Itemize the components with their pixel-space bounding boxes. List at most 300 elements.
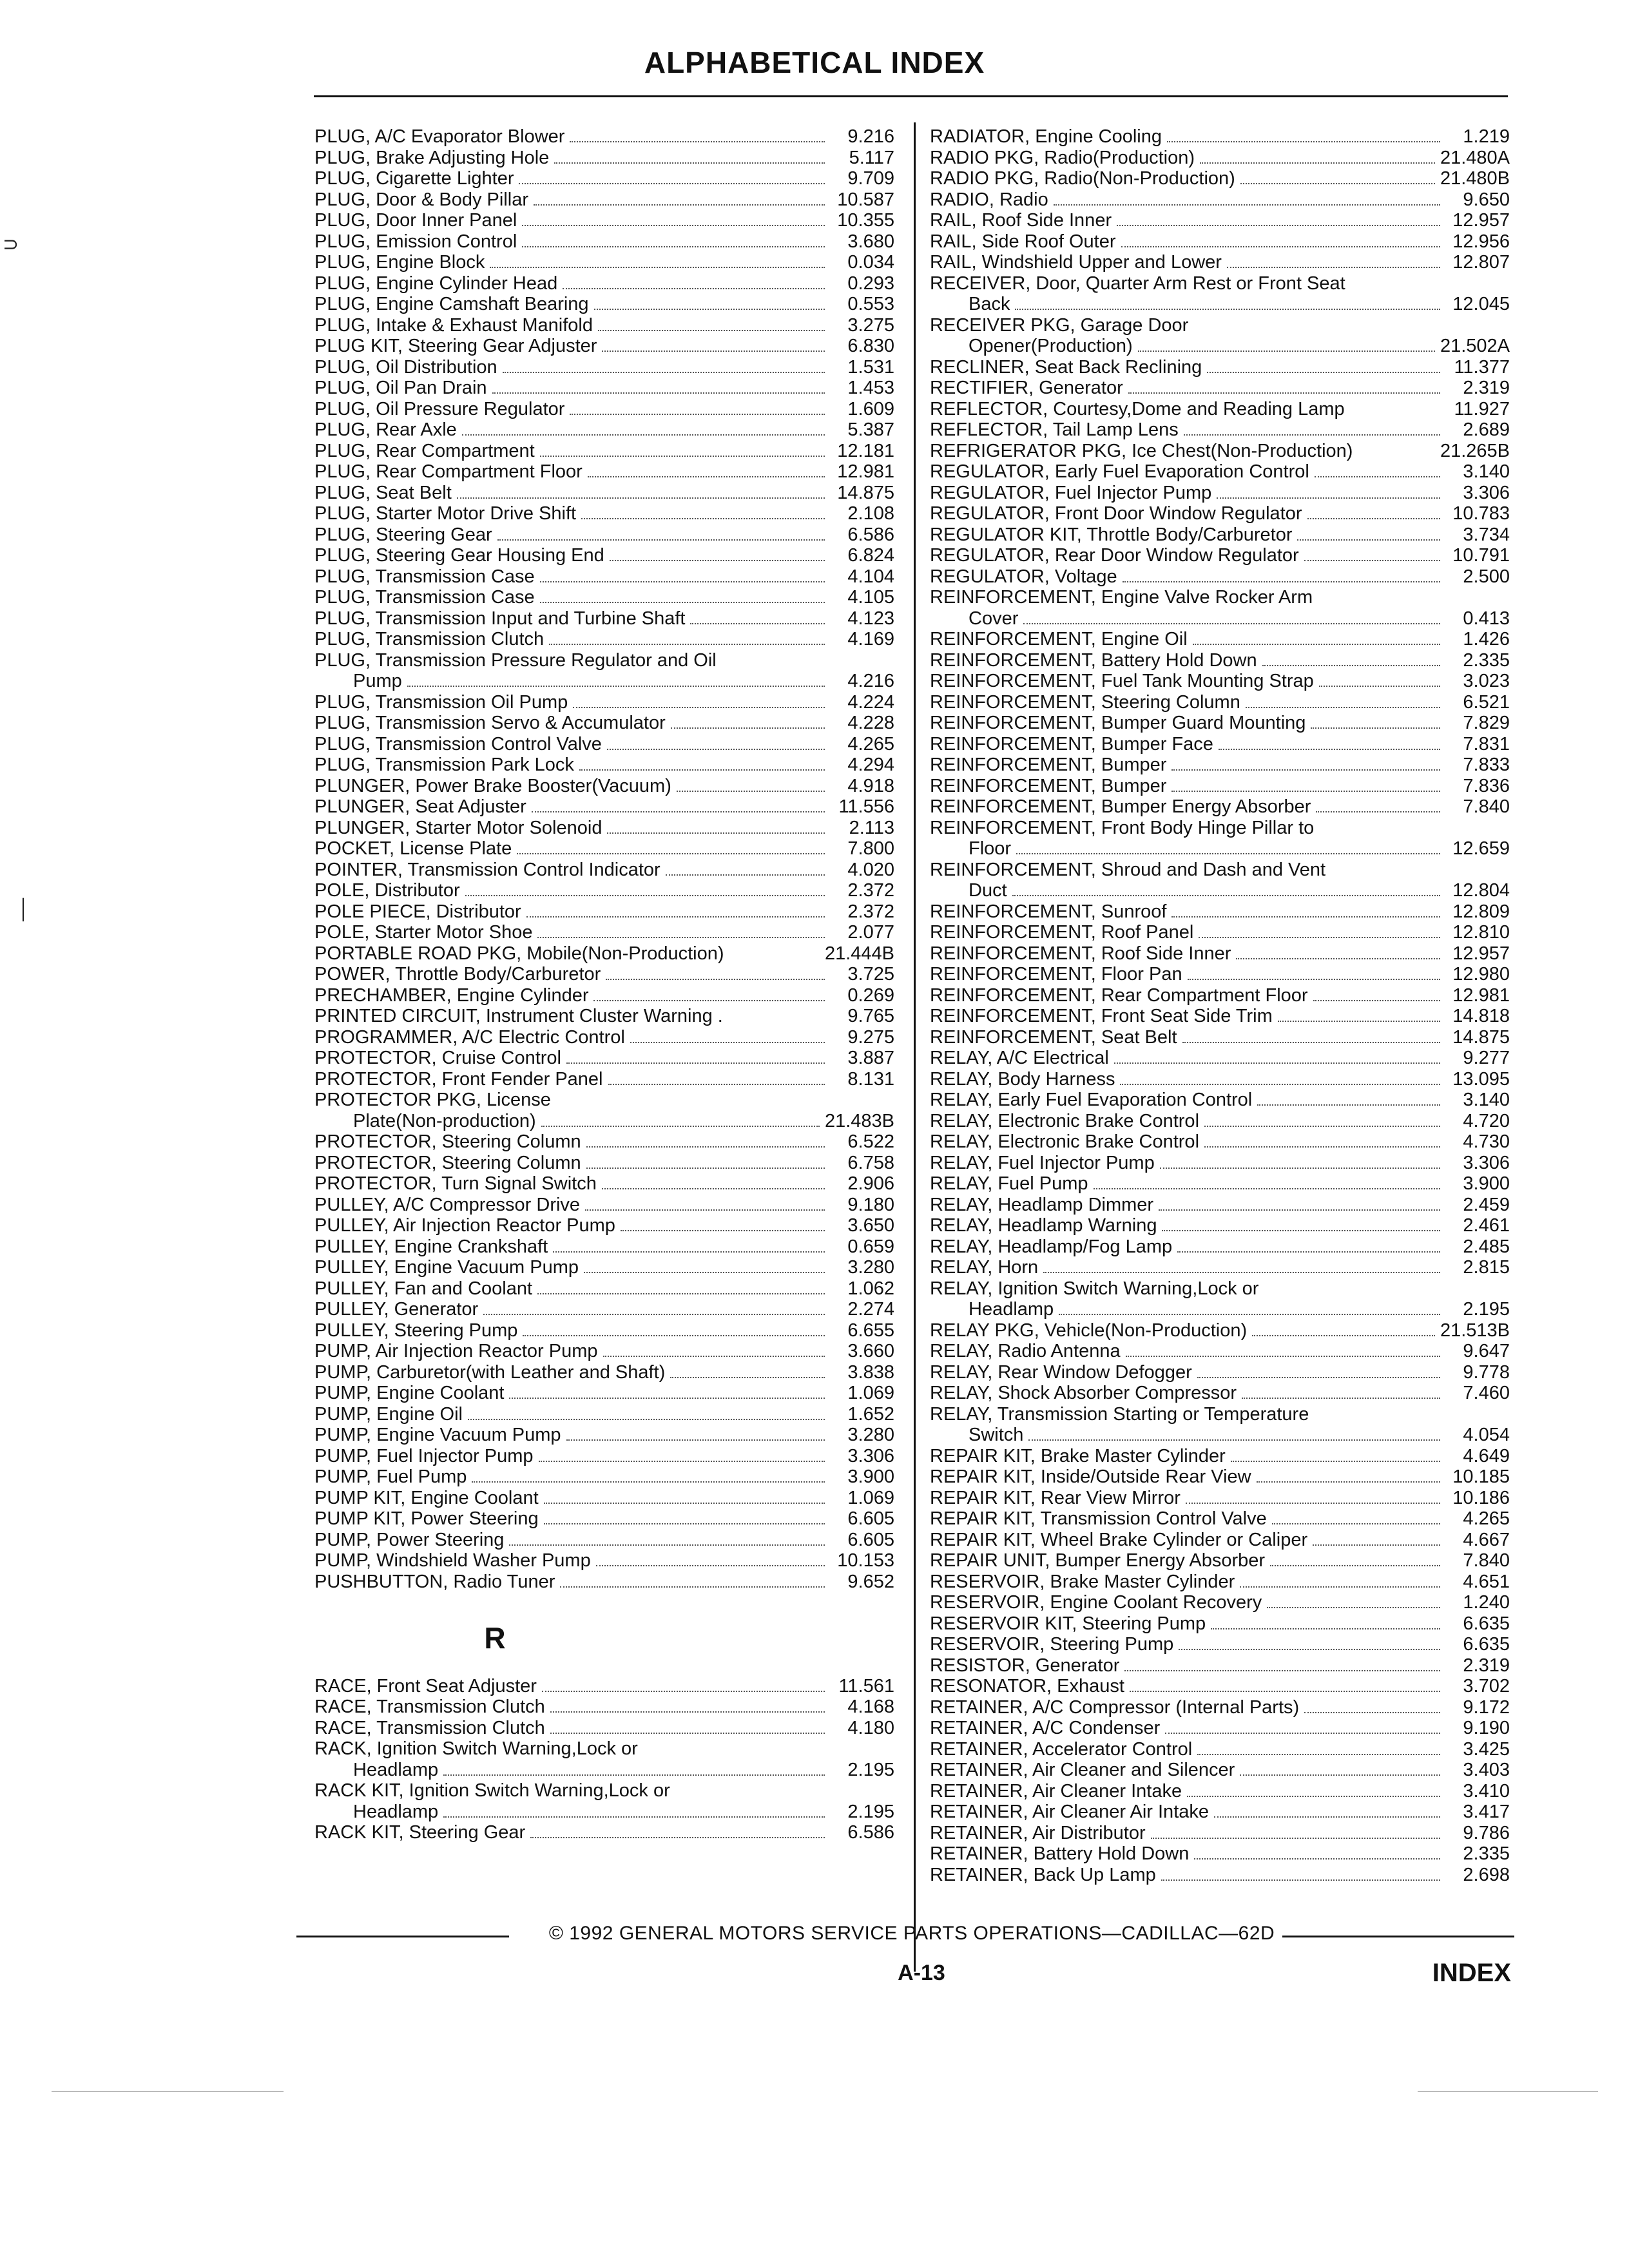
index-entry [930, 1383, 1510, 1404]
index-entry [930, 650, 1510, 671]
entry-part-name: PULLEY, Generator [314, 1299, 479, 1320]
index-entry [314, 1404, 894, 1425]
index-entry [930, 880, 1510, 901]
entry-page-ref: 9.709 [847, 168, 894, 189]
index-entry [314, 1341, 894, 1362]
index-entry [314, 796, 894, 818]
entry-page-ref: 2.195 [847, 1759, 894, 1780]
entry-part-name: Headlamp [969, 1299, 1054, 1320]
entry-page-ref: 1.240 [1463, 1592, 1510, 1613]
entry-page-ref: 10.355 [837, 210, 894, 231]
entry-page-ref: 6.635 [1463, 1634, 1510, 1655]
entry-part-name: REINFORCEMENT, Floor Pan [930, 964, 1182, 985]
index-entry [314, 1236, 894, 1258]
dot-leader [594, 309, 825, 310]
index-entry [314, 1111, 894, 1132]
entry-part-name: PLUG, Engine Camshaft Bearing [314, 294, 589, 314]
entry-page-ref: 21.483B [824, 1110, 894, 1131]
entry-part-name: RETAINER, A/C Condenser [930, 1718, 1161, 1738]
entry-page-ref: 21.513B [1440, 1320, 1510, 1341]
index-entry [930, 901, 1510, 923]
entry-page-ref: 6.758 [847, 1152, 894, 1173]
section-label: INDEX [1432, 1959, 1511, 1987]
dot-leader [1242, 1398, 1440, 1399]
index-entry [930, 943, 1510, 965]
entry-page-ref: 4.730 [1463, 1131, 1510, 1152]
entry-page-ref: 3.887 [847, 1048, 894, 1068]
entry-page-ref: 2.815 [1463, 1257, 1510, 1278]
entry-part-name: PLUG, Rear Compartment [314, 440, 535, 461]
entry-part-name: PLUG, Engine Cylinder Head [314, 273, 558, 294]
dot-leader [570, 414, 825, 415]
dot-leader [519, 183, 825, 184]
entry-page-ref: 2.500 [1463, 566, 1510, 587]
entry-part-name: RADIO PKG, Radio(Non-Production) [930, 168, 1235, 189]
entry-part-name: Headlamp [353, 1759, 439, 1780]
entry-part-name: PLUG, Transmission Control Valve [314, 733, 602, 754]
entry-page-ref: 0.659 [847, 1236, 894, 1257]
entry-part-name: PROTECTOR PKG, License [314, 1090, 551, 1110]
dot-leader [1179, 1649, 1440, 1650]
dot-leader [1162, 1230, 1440, 1231]
index-entry [314, 1362, 894, 1383]
index-entry [930, 1550, 1510, 1571]
entry-part-name: REINFORCEMENT, Fuel Tank Mounting Strap [930, 671, 1314, 691]
entry-page-ref: 1.652 [847, 1403, 894, 1425]
index-entry [314, 1027, 894, 1048]
entry-page-ref: 0.293 [847, 273, 894, 294]
entry-page-ref: 2.077 [847, 922, 894, 943]
dot-leader [1161, 1879, 1440, 1881]
entry-page-ref: 6.830 [847, 336, 894, 356]
entry-part-name: PROGRAMMER, A/C Electric Control [314, 1026, 625, 1048]
dot-leader [1214, 1816, 1440, 1818]
right-column [930, 126, 1510, 1885]
index-entry [930, 629, 1510, 650]
entry-page-ref: 5.117 [849, 147, 894, 168]
entry-page-ref: 3.280 [847, 1425, 894, 1445]
index-entry [930, 1613, 1510, 1635]
index-entry [314, 776, 894, 797]
entry-page-ref: 6.655 [847, 1320, 894, 1341]
entry-part-name: REGULATOR, Fuel Injector Pump [930, 482, 1212, 503]
dot-leader [465, 895, 825, 896]
entry-page-ref: 6.824 [847, 545, 894, 566]
entry-page-ref: 1.069 [847, 1383, 894, 1403]
entry-part-name: PLUG, Door Inner Panel [314, 210, 517, 231]
index-entry [930, 1090, 1510, 1111]
index-entry [314, 1069, 894, 1090]
index-entry [314, 754, 894, 776]
entry-part-name: PUMP, Engine Vacuum Pump [314, 1425, 561, 1445]
dot-leader [630, 1042, 825, 1043]
dot-leader [522, 246, 825, 247]
dot-leader [585, 1209, 825, 1211]
index-entry [930, 1027, 1510, 1048]
entry-page-ref: 21.444B [824, 943, 894, 964]
dot-leader [677, 791, 825, 792]
entry-part-name: RESERVOIR, Steering Pump [930, 1634, 1174, 1655]
entry-page-ref: 7.800 [847, 838, 894, 859]
dot-leader [1240, 183, 1435, 184]
entry-page-ref: 6.521 [1463, 691, 1510, 713]
entry-part-name: Switch [969, 1425, 1024, 1445]
dot-leader [549, 644, 825, 645]
dot-leader [1315, 476, 1440, 477]
entry-part-name: Plate(Non-production) [353, 1110, 536, 1131]
entry-part-name: PUMP, Engine Oil [314, 1403, 463, 1425]
dot-leader [586, 1146, 825, 1148]
entry-page-ref: 2.113 [849, 817, 894, 838]
entry-page-ref: 3.425 [1463, 1738, 1510, 1760]
entry-page-ref: 2.319 [1463, 1655, 1510, 1676]
entry-part-name: RAIL, Side Roof Outer [930, 231, 1116, 252]
dot-leader [1054, 204, 1440, 206]
entry-part-name: Duct [969, 880, 1007, 901]
scan-mark-tick: │ [18, 899, 30, 920]
dot-leader [666, 874, 825, 876]
dot-leader [539, 1461, 825, 1462]
index-entry [314, 566, 894, 588]
entry-part-name: PLUG, Oil Pan Drain [314, 378, 487, 398]
index-entry [930, 1697, 1510, 1718]
dot-leader [1187, 1796, 1440, 1797]
dot-leader [483, 1314, 825, 1315]
dot-leader [1313, 1000, 1440, 1001]
index-entry [314, 1822, 894, 1843]
entry-part-name: RELAY, Headlamp/Fog Lamp [930, 1236, 1173, 1257]
index-entry [930, 754, 1510, 776]
dot-leader [566, 1062, 825, 1064]
dot-leader [1200, 162, 1435, 164]
index-entry [314, 1425, 894, 1446]
page-title: ALPHABETICAL INDEX [644, 46, 985, 79]
index-entry [930, 1341, 1510, 1362]
entry-page-ref: 10.587 [837, 189, 894, 210]
dot-leader [1204, 1146, 1440, 1148]
entry-part-name: REPAIR KIT, Rear View Mirror [930, 1487, 1181, 1508]
entry-part-name: REGULATOR, Voltage [930, 566, 1117, 587]
index-entry [930, 1215, 1510, 1236]
entry-page-ref: 3.306 [1463, 482, 1510, 503]
dot-leader [1316, 811, 1440, 812]
index-entry [930, 1739, 1510, 1760]
entry-page-ref: 4.104 [847, 566, 894, 587]
dot-leader [602, 1188, 825, 1189]
dot-leader [1231, 1461, 1440, 1462]
index-entry [930, 148, 1510, 169]
dot-leader [522, 225, 825, 226]
entry-page-ref: 2.195 [1463, 1299, 1510, 1320]
entry-page-ref: 3.660 [847, 1341, 894, 1361]
entry-page-ref: 2.485 [1463, 1236, 1510, 1257]
index-entry [930, 1718, 1510, 1739]
entry-page-ref: 9.172 [1463, 1696, 1510, 1718]
index-entry [314, 1718, 894, 1739]
entry-part-name: REFLECTOR, Tail Lamp Lens [930, 419, 1179, 440]
entry-page-ref: 9.765 [847, 1006, 894, 1026]
dot-leader [560, 1586, 825, 1588]
index-entry [314, 1383, 894, 1404]
entry-part-name: PLUG, Engine Block [314, 252, 485, 273]
dot-leader [541, 1126, 820, 1127]
dot-leader [1257, 1481, 1440, 1483]
dot-leader [537, 1293, 825, 1294]
section-letter: R [484, 1621, 506, 1655]
index-entry [314, 1153, 894, 1174]
entry-part-name: PROTECTOR, Steering Column [314, 1131, 581, 1152]
dot-leader [1211, 1628, 1440, 1629]
entry-part-name: RETAINER, Accelerator Control [930, 1738, 1193, 1760]
index-entry [930, 1173, 1510, 1195]
footer-rule-right [1282, 1936, 1514, 1937]
dot-leader [1094, 1188, 1440, 1189]
index-entry [314, 231, 894, 253]
index-entry [314, 922, 894, 943]
entry-part-name: POLE, Starter Motor Shoe [314, 922, 533, 943]
dot-leader [517, 853, 825, 854]
dot-leader [606, 979, 825, 980]
entry-page-ref: 21.480B [1440, 168, 1510, 189]
entry-page-ref: 3.725 [847, 964, 894, 985]
dot-leader [1028, 1439, 1440, 1441]
dot-leader [490, 267, 825, 268]
entry-part-name: PLUG, Brake Adjusting Hole [314, 147, 550, 168]
entry-part-name: PROTECTOR, Turn Signal Switch [314, 1173, 597, 1194]
dot-leader [1252, 1335, 1435, 1336]
dot-leader [1120, 1084, 1440, 1085]
index-entry [930, 1236, 1510, 1258]
entry-page-ref: 2.319 [1463, 378, 1510, 398]
dot-leader [509, 1398, 825, 1399]
index-entry [314, 189, 894, 211]
index-entry [930, 1571, 1510, 1593]
entry-part-name: PROTECTOR, Steering Column [314, 1152, 581, 1173]
entry-page-ref: 9.180 [847, 1194, 894, 1215]
dot-leader [607, 749, 825, 750]
index-entry [930, 1404, 1510, 1425]
index-entry [930, 776, 1510, 797]
dot-leader [598, 330, 825, 331]
entry-part-name: REINFORCEMENT, Roof Panel [930, 922, 1194, 943]
entry-part-name: RESERVOIR, Engine Coolant Recovery [930, 1592, 1262, 1613]
entry-page-ref: 3.403 [1463, 1760, 1510, 1780]
entry-part-name: RACE, Front Seat Adjuster [314, 1675, 537, 1696]
entry-part-name: Opener(Production) [969, 336, 1133, 356]
index-entry [930, 273, 1510, 294]
dot-leader [1194, 1858, 1440, 1860]
entry-part-name: RACK KIT, Steering Gear [314, 1822, 526, 1843]
dot-leader [690, 623, 825, 624]
dot-leader [544, 1503, 825, 1504]
entry-part-name: PLUG, Transmission Case [314, 587, 535, 608]
entry-page-ref: 3.650 [847, 1215, 894, 1236]
entry-part-name: PLUG, Door & Body Pillar [314, 189, 529, 210]
entry-part-name: REINFORCEMENT, Shroud and Dash and Vent [930, 859, 1326, 880]
dot-leader [443, 1774, 825, 1776]
entry-page-ref: 12.981 [1452, 985, 1510, 1006]
entry-part-name: RELAY, Fuel Injector Pump [930, 1152, 1155, 1173]
index-entry [314, 608, 894, 629]
index-entry [314, 629, 894, 650]
entry-part-name: RETAINER, A/C Compressor (Internal Parts) [930, 1696, 1300, 1718]
dot-leader [593, 1000, 825, 1001]
entry-page-ref: 2.689 [1463, 419, 1510, 440]
index-entry [314, 148, 894, 169]
dot-leader [1278, 1021, 1440, 1022]
entry-page-ref: 6.605 [847, 1529, 894, 1550]
entry-page-ref: 21.265B [1440, 440, 1510, 461]
dot-leader [553, 1251, 825, 1253]
entry-part-name: REINFORCEMENT, Roof Side Inner [930, 943, 1231, 964]
index-entry [314, 1760, 894, 1781]
entry-page-ref: 9.778 [1463, 1361, 1510, 1383]
entry-page-ref: 6.586 [847, 1822, 894, 1843]
entry-part-name: PLUG KIT, Steering Gear Adjuster [314, 336, 597, 356]
entry-page-ref: 1.531 [847, 356, 894, 378]
dot-leader [1171, 769, 1440, 771]
entry-page-ref: 5.387 [847, 419, 894, 440]
index-entry [314, 378, 894, 399]
entry-part-name: RELAY, Fuel Pump [930, 1173, 1088, 1194]
dot-leader [1182, 1042, 1440, 1043]
index-entry [314, 1780, 894, 1802]
dot-leader [1197, 1377, 1440, 1378]
entry-page-ref: 4.180 [847, 1717, 894, 1738]
index-entry [930, 1320, 1510, 1341]
entry-part-name: PLUNGER, Power Brake Booster(Vacuum) [314, 775, 671, 796]
entry-part-name: Cover [969, 608, 1019, 629]
index-entry [314, 713, 894, 734]
dot-leader [1117, 225, 1440, 226]
entry-part-name: REPAIR KIT, Inside/Outside Rear View [930, 1466, 1251, 1487]
dot-leader [1199, 937, 1440, 938]
index-entry [930, 1299, 1510, 1320]
entry-page-ref: 10.783 [1452, 503, 1510, 524]
index-entry [930, 503, 1510, 524]
entry-part-name: RETAINER, Battery Hold Down [930, 1843, 1190, 1864]
dot-leader [1123, 581, 1440, 582]
entry-part-name: RETAINER, Air Cleaner Air Intake [930, 1802, 1210, 1822]
dot-leader [1236, 958, 1440, 959]
entry-page-ref: 12.957 [1452, 943, 1510, 964]
index-list-r-left [314, 1676, 894, 1843]
dot-leader [1262, 665, 1440, 666]
index-entry [314, 1466, 894, 1488]
dot-leader [1217, 497, 1440, 499]
entry-part-name: REFRIGERATOR PKG, Ice Chest(Non-Production) [930, 440, 1353, 461]
index-entry [930, 692, 1510, 713]
entry-part-name: POINTER, Transmission Control Indicator [314, 859, 660, 880]
entry-page-ref: 13.095 [1452, 1068, 1510, 1090]
dot-leader [554, 162, 825, 164]
entry-part-name: REINFORCEMENT, Engine Valve Rocker Arm [930, 587, 1313, 608]
index-entry [930, 1843, 1510, 1865]
entry-page-ref: 9.190 [1463, 1718, 1510, 1738]
entry-part-name: PUMP, Air Injection Reactor Pump [314, 1341, 598, 1361]
entry-part-name: RAIL, Windshield Upper and Lower [930, 252, 1222, 273]
index-entry [930, 1530, 1510, 1551]
dot-leader [1023, 623, 1440, 624]
entry-page-ref: 3.900 [1463, 1173, 1510, 1194]
entry-part-name: RELAY PKG, Vehicle(Non-Production) [930, 1320, 1248, 1341]
entry-page-ref: 12.810 [1452, 922, 1510, 943]
dot-leader [607, 832, 825, 834]
entry-page-ref: 12.181 [837, 440, 894, 461]
entry-page-ref: 3.734 [1463, 524, 1510, 545]
dot-leader [544, 1523, 825, 1524]
entry-part-name: RAIL, Roof Side Inner [930, 210, 1112, 231]
dot-leader [509, 1544, 825, 1546]
index-entry [930, 252, 1510, 273]
entry-part-name: REFLECTOR, Courtesy,Dome and Reading Lamp [930, 398, 1345, 419]
entry-page-ref: 4.169 [847, 629, 894, 649]
entry-part-name: PULLEY, Fan and Coolant [314, 1278, 533, 1299]
index-entry [930, 315, 1510, 336]
dot-leader [492, 392, 825, 394]
index-entry [930, 713, 1510, 734]
entry-page-ref: 1.426 [1463, 629, 1510, 649]
dot-leader [1016, 853, 1440, 854]
index-entry [930, 1362, 1510, 1383]
entry-part-name: RELAY, Early Fuel Evaporation Control [930, 1090, 1253, 1110]
dot-leader [443, 1816, 825, 1818]
index-entry [930, 168, 1510, 189]
index-entry [930, 566, 1510, 588]
entry-part-name: PLUG, Transmission Case [314, 566, 535, 587]
entry-page-ref: 6.522 [847, 1131, 894, 1152]
entry-page-ref: 7.840 [1463, 1550, 1510, 1571]
entry-part-name: PUMP KIT, Power Steering [314, 1508, 539, 1529]
entry-page-ref: 4.054 [1463, 1425, 1510, 1445]
dot-leader [1130, 1691, 1440, 1692]
entry-part-name: RESERVOIR KIT, Steering Pump [930, 1613, 1206, 1634]
entry-page-ref: 4.667 [1463, 1529, 1510, 1550]
entry-page-ref: 4.294 [847, 754, 894, 775]
entry-part-name: PLUG, Intake & Exhaust Manifold [314, 314, 593, 336]
index-entry [930, 294, 1510, 315]
index-entry [314, 315, 894, 336]
entry-part-name: PUSHBUTTON, Radio Tuner [314, 1571, 555, 1592]
entry-part-name: RETAINER, Back Up Lamp [930, 1864, 1156, 1885]
entry-part-name: REINFORCEMENT, Bumper [930, 754, 1167, 775]
index-entry [314, 210, 894, 231]
dot-leader [1186, 1503, 1440, 1504]
entry-page-ref: 2.461 [1463, 1215, 1510, 1236]
index-entry [314, 587, 894, 608]
dot-leader [540, 581, 825, 582]
index-entry [930, 1655, 1510, 1677]
index-entry [314, 399, 894, 420]
entry-part-name: RELAY, Ignition Switch Warning,Lock or [930, 1278, 1259, 1299]
entry-part-name: PROTECTOR, Cruise Control [314, 1048, 561, 1068]
entry-part-name: RADIO PKG, Radio(Production) [930, 147, 1195, 168]
entry-page-ref: 2.459 [1463, 1194, 1510, 1215]
index-entry [930, 210, 1510, 231]
index-entry [314, 461, 894, 483]
entry-part-name: PLUG, Emission Control [314, 231, 517, 252]
index-entry [930, 1823, 1510, 1844]
entry-page-ref: 3.306 [1463, 1152, 1510, 1173]
entry-page-ref: 1.609 [847, 398, 894, 419]
index-list-p [314, 126, 894, 1592]
entry-part-name: PRECHAMBER, Engine Cylinder [314, 985, 589, 1006]
entry-page-ref: 7.836 [1463, 775, 1510, 796]
index-entry [314, 1802, 894, 1823]
entry-part-name: RECLINER, Seat Back Reclining [930, 356, 1202, 378]
entry-page-ref: 14.875 [1452, 1026, 1510, 1048]
dot-leader [1171, 916, 1440, 918]
